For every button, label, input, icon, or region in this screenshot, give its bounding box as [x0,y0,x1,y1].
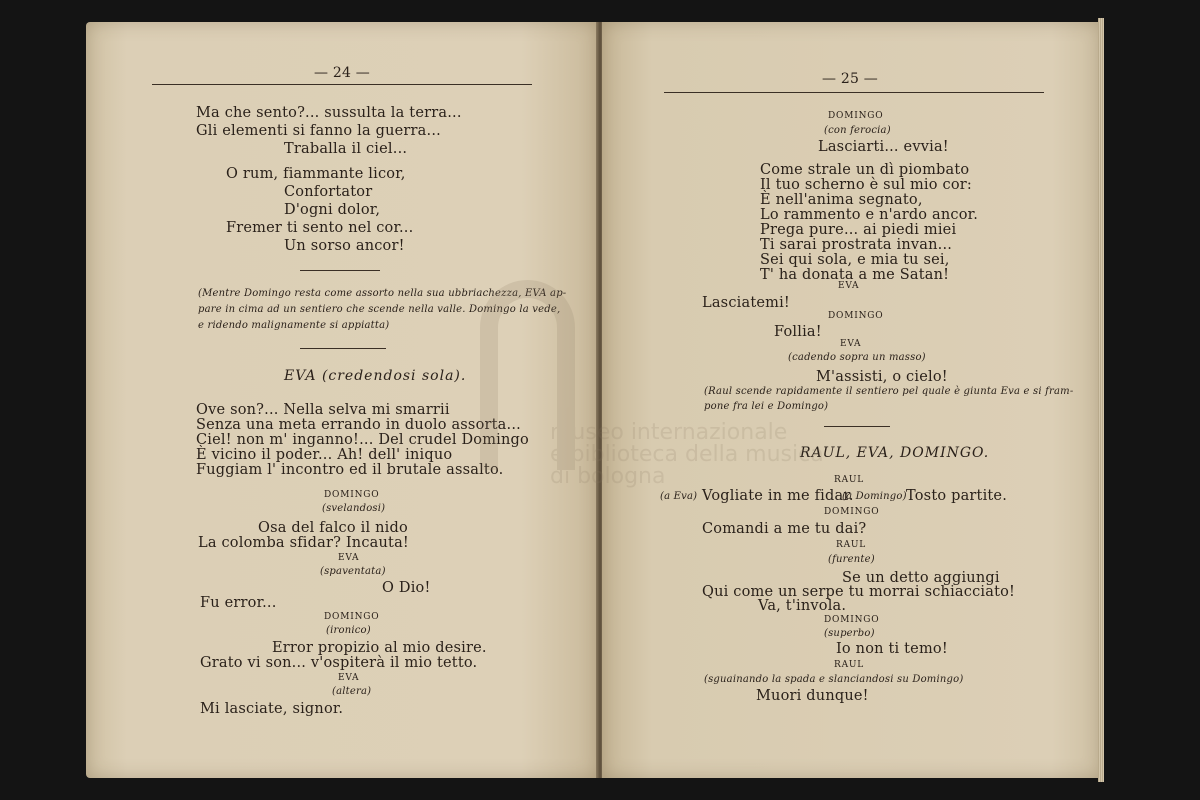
stage-direction: (cadendo sopra un masso) [788,352,926,363]
verse-line: Il tuo scherno è sul mio cor: [760,177,972,193]
verse-line: D'ogni dolor, [284,202,381,218]
stage-direction: (svelandosi) [322,503,386,514]
speaker-label: DOMINGO [824,507,880,517]
header-rule [664,92,1044,93]
verse-line: È nell'anima segnato, [760,192,923,208]
verse-line: Lo rammento e n'ardo ancor. [760,207,979,223]
stage-direction: (con ferocia) [824,125,891,136]
section-divider [300,270,380,271]
right-page [602,22,1102,778]
stage-direction: e ridendo malignamente si appiatta) [198,320,390,331]
stage-direction: (sguainando la spada e slanciandosi su Domingo) [704,674,964,685]
verse-line: Traballa il ciel... [284,141,408,157]
stage-direction: pone fra lei e Domingo) [704,401,829,412]
page-number: — 25 — [822,71,878,87]
verse-line: Se un detto aggiungi [842,570,1000,586]
verse-line: M'assisti, o cielo! [816,369,948,385]
stage-direction: (superbo) [824,628,875,639]
speaker-label: RAUL [834,660,865,670]
speaker-label: RAUL [836,540,867,550]
verse-line: Grato vi son... v'ospiterà il mio tetto. [200,655,478,671]
verse-line: Error propizio al mio desire. [272,640,487,656]
scene-heading: RAUL, EVA, DOMINGO. [800,445,990,461]
watermark-text: di bologna [550,464,666,489]
stage-direction: (furente) [828,554,875,565]
verse-line: Lasciatemi! [702,295,790,311]
verse-line: T' ha donata a me Satan! [760,267,950,283]
verse-line: Sei qui sola, e mia tu sei, [760,252,950,268]
speaker-label: RAUL [834,475,865,485]
verse-line: Comandi a me tu dai? [702,521,867,537]
verse-line: Fremer ti sento nel cor... [226,220,414,236]
verse-line: Come strale un dì piombato [760,162,970,178]
verse-line: Gli elementi si fanno la guerra... [196,123,441,139]
verse-line: La colomba sfidar? Incauta! [198,535,409,551]
verse-line: Un sorso ancor! [284,238,405,254]
verse-line: Qui come un serpe tu morrai schiacciato! [702,584,1016,600]
stage-direction: (a Eva) [660,491,698,502]
scene-heading: EVA (credendosi sola). [284,368,467,384]
speaker-label: DOMINGO [324,490,380,500]
speaker-label: DOMINGO [324,612,380,622]
stage-direction: (a Domingo) [842,491,907,502]
verse-line: Va, t'invola. [758,598,847,614]
speaker-label: EVA [838,281,860,291]
stage-direction: pare in cima ad un sentiero che scende nella valle. Domingo la vede, [198,304,561,315]
stage-direction: (ironico) [326,625,371,636]
verse-line: Prega pure... ai piedi miei [760,222,957,238]
verse-line: Ciel! non m' inganno!... Del crudel Domingo [196,432,529,448]
speaker-label: EVA [338,553,360,563]
verse-line: Senza una meta errando in duolo assorta... [196,417,521,433]
verse-line: Confortator [284,184,373,200]
verse-line: Lasciarti... evvia! [818,139,949,155]
stage-direction: (Mentre Domingo resta come assorto nella sua ubbriachezza, EVA ap- [198,288,567,299]
watermark-text: e biblioteca della musica [550,442,824,467]
verse-line: Ove son?... Nella selva mi smarrii [196,402,450,418]
page-number: — 24 — [314,65,370,81]
verse-line: Ma che sento?... sussulta la terra... [196,105,462,121]
verse-line: Vogliate in me fidar. [702,488,854,504]
verse-line: Fu error... [200,595,277,611]
watermark-text: museo internazionale [550,420,788,445]
speaker-label: EVA [840,339,862,349]
verse-line: Muori dunque! [756,688,869,704]
section-divider [300,348,386,349]
verse-line: Osa del falco il nido [258,520,408,536]
speaker-label: DOMINGO [828,311,884,321]
verse-line: È vicino il poder... Ah! dell' iniquo [196,447,453,463]
stage-direction: (altera) [332,686,372,697]
verse-line: Mi lasciate, signor. [200,701,344,717]
library-watermark [480,420,900,540]
speaker-label: DOMINGO [828,111,884,121]
speaker-label: EVA [338,673,360,683]
speaker-label: DOMINGO [824,615,880,625]
verse-line: Follia! [774,324,822,340]
page-edges [1098,18,1104,782]
verse-line: O rum, fiammante licor, [226,166,406,182]
verse-line: Tosto partite. [906,488,1008,504]
verse-line: Ti sarai prostrata invan... [760,237,953,253]
stage-direction: (spaventata) [320,566,386,577]
stage-direction: (Raul scende rapidamente il sentiero pel quale è giunta Eva e si fram- [704,386,1074,397]
verse-line: O Dio! [382,580,431,596]
verse-line: Io non ti temo! [836,641,948,657]
verse-line: Fuggiam l' incontro ed il brutale assalto. [196,462,504,478]
header-rule [152,84,532,85]
